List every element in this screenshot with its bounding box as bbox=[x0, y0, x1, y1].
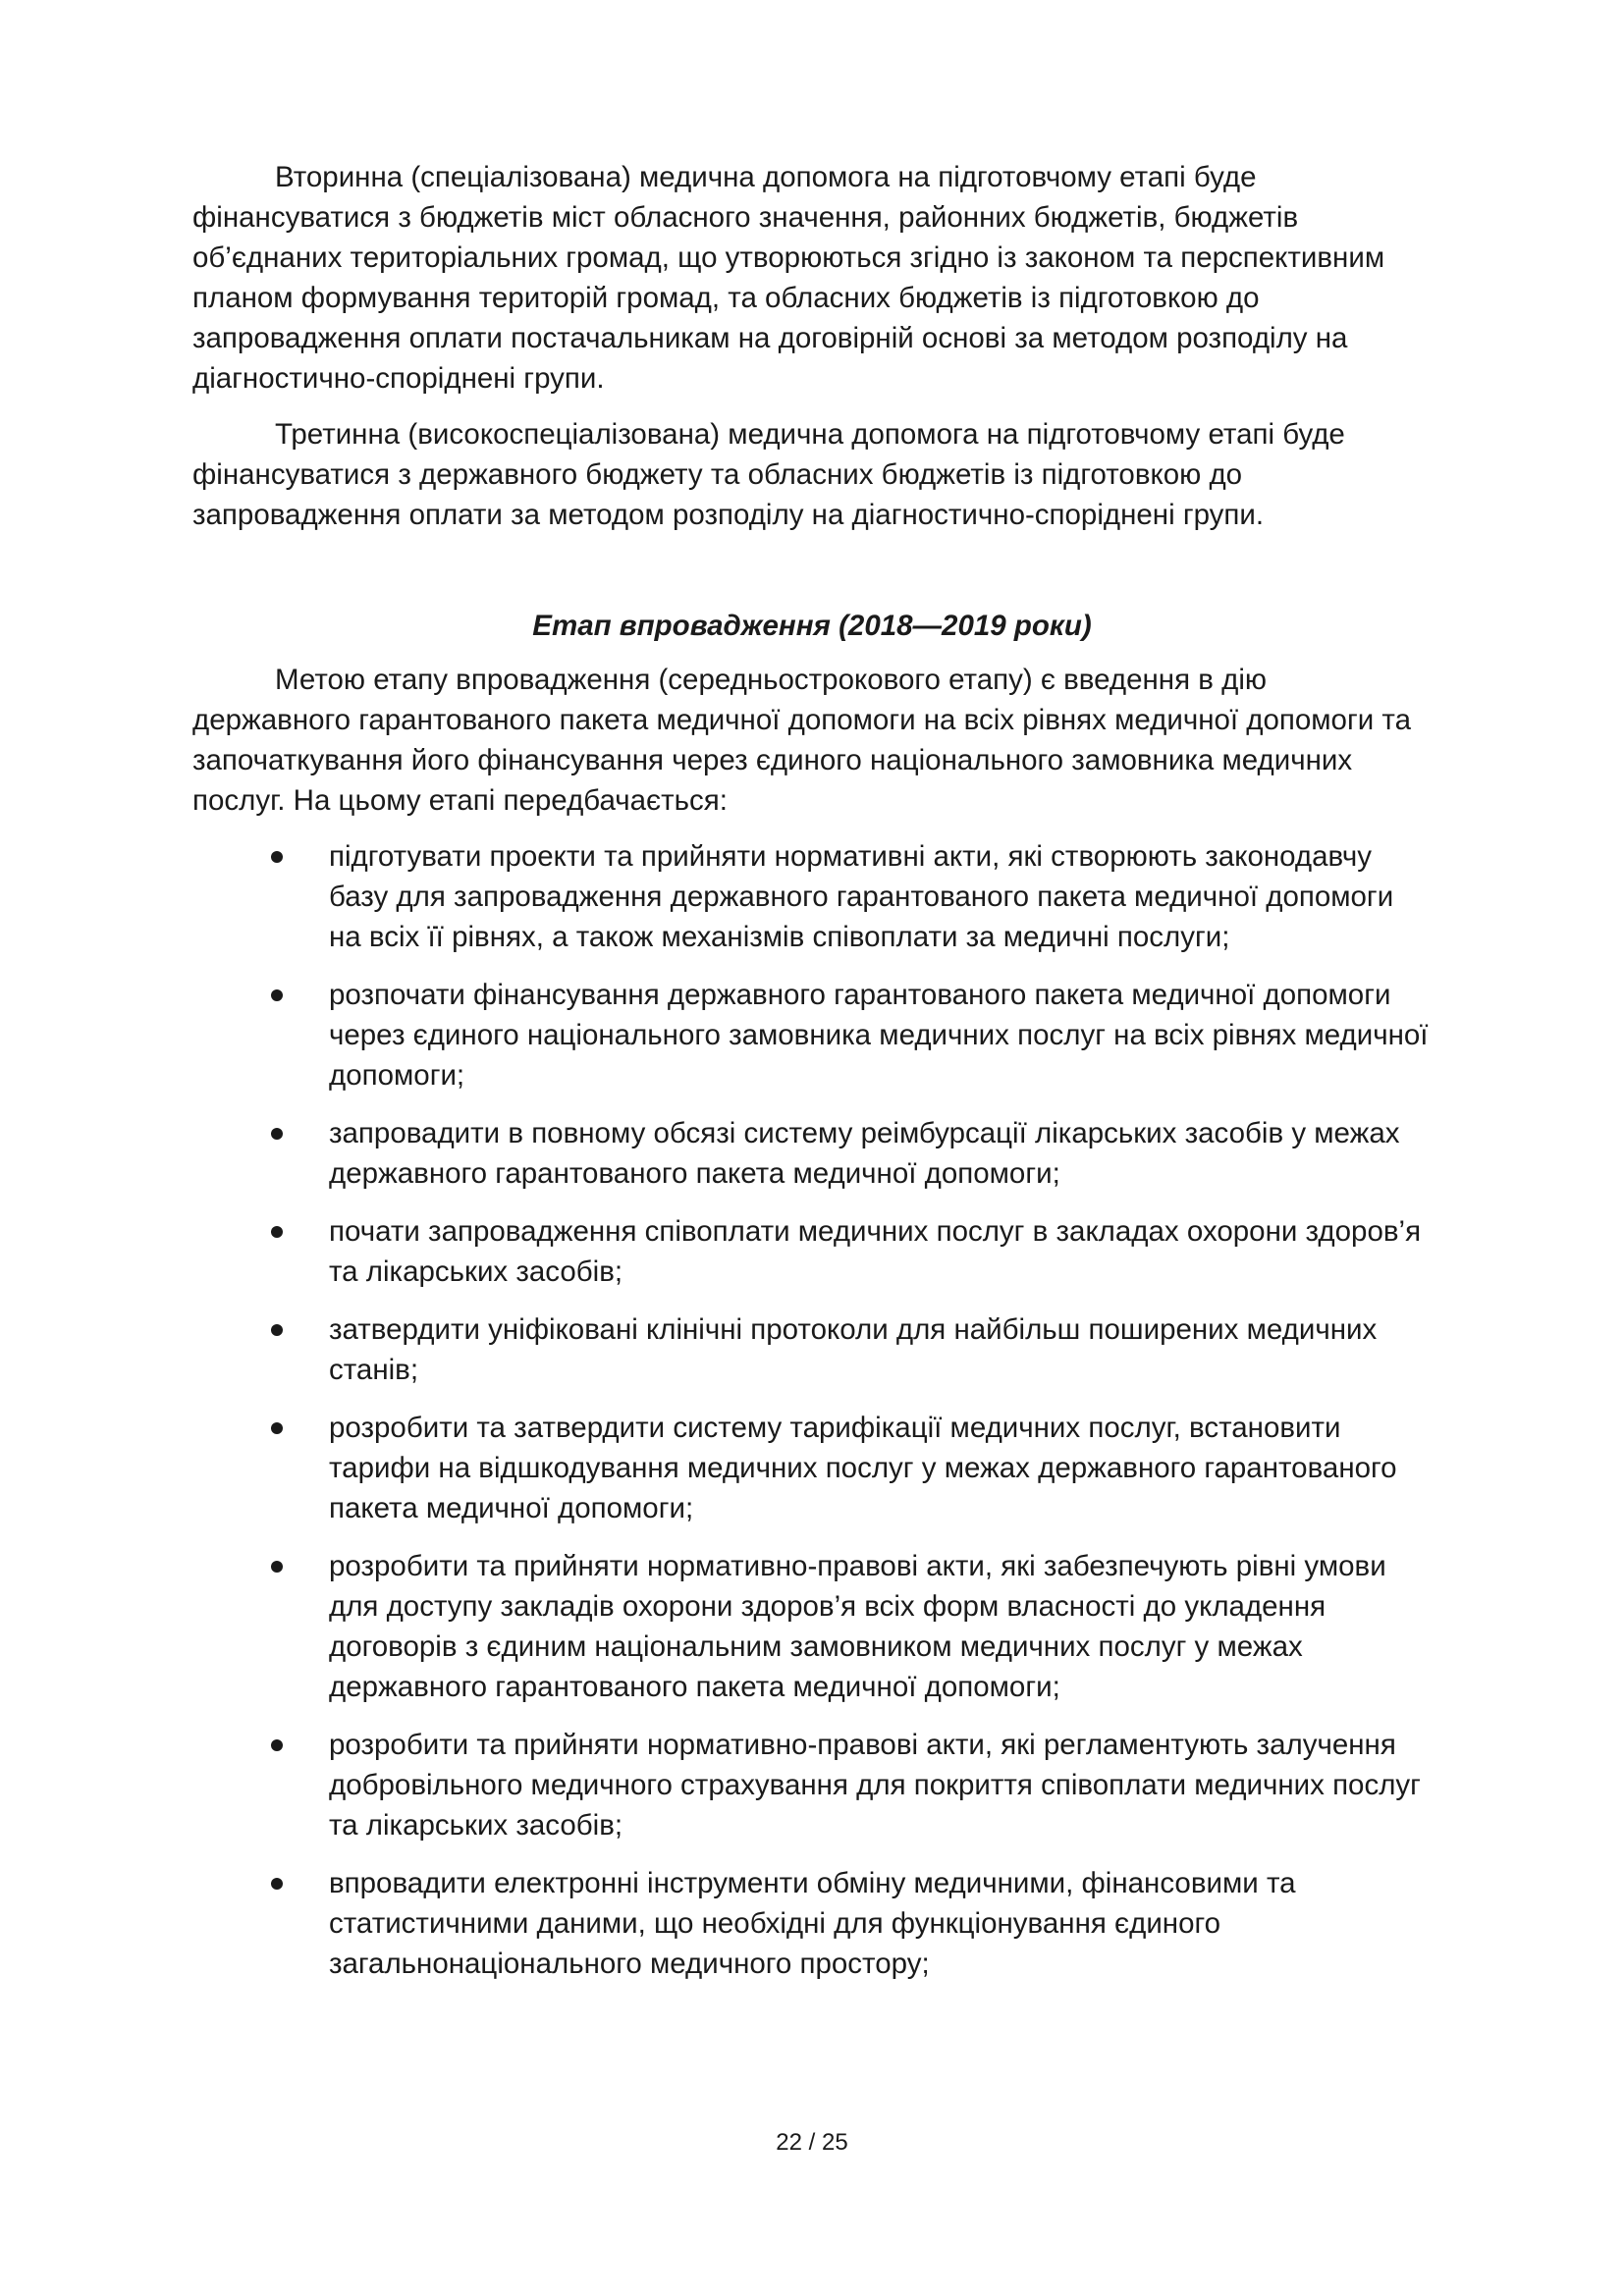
section-heading: Етап впровадження (2018—2019 роки) bbox=[532, 610, 1092, 642]
list-item bbox=[192, 1546, 1432, 1707]
list-item-text: підготувати проекти та прийняти нормативні акти, які створюють законодавчу базу для запровадження державного гарантованого пакета медичної допомоги на всіх її рівнях, а також механізмів співоплати за медичні послуги; bbox=[329, 840, 1394, 953]
list-item-text: впровадити електронні інструменти обміну медичними, фінансовими та статистичними даними, що необхідні для функціонування єдиного загальнонаціонального медичного простору; bbox=[329, 1867, 1296, 1980]
bullet-icon bbox=[271, 1739, 283, 1751]
list-item-text: затвердити уніфіковані клінічні протоколи для найбільш поширених медичних станів; bbox=[329, 1313, 1378, 1386]
paragraph-secondary-care: Вторинна (спеціалізована) медична допомога на підготовчому етапі буде фінансуватися з бюджетів міст обласного значення, районних бюджетів, бюджетів об’єднаних територіальних громад, що утворюються згідно із законом та перспективним планом формування територій громад, та обласних бюджетів із підготовкою до запровадження оплати постачальникам на договірній основі за методом розподілу на діагностично-споріднені групи. bbox=[192, 161, 1385, 395]
list-item bbox=[192, 1211, 1432, 1292]
list-item bbox=[192, 1408, 1432, 1528]
list-item-text: розробити та прийняти нормативно-правові акти, які регламентують залучення добровільного медичного страхування для покриття співоплати медичних послуг та лікарських засобів; bbox=[329, 1729, 1421, 1842]
list-item-text: розпочати фінансування державного гарантованого пакета медичної допомоги через єдиного національного замовника медичних послуг на всіх рівнях медичної допомоги; bbox=[329, 979, 1429, 1092]
list-item bbox=[192, 975, 1432, 1095]
bullet-icon bbox=[271, 1878, 283, 1890]
list-item bbox=[192, 1309, 1432, 1390]
bullet-icon bbox=[271, 851, 283, 863]
list-item bbox=[192, 1113, 1432, 1194]
list-item-text: почати запровадження співоплати медичних послуг в закладах охорони здоров’я та лікарських засобів; bbox=[329, 1215, 1422, 1288]
bullet-icon bbox=[271, 1226, 283, 1238]
bullet-icon bbox=[271, 1422, 283, 1434]
list-item-text: розробити та прийняти нормативно-правові акти, які забезпечують рівні умови для доступу закладів охорони здоров’я всіх форм власності до укладення договорів з єдиним національним замовником медичних послуг у межах державного гарантованого пакета медичної допомоги; bbox=[329, 1550, 1386, 1703]
list-item bbox=[192, 836, 1432, 957]
list-item-text: запровадити в повному обсязі систему реімбурсації лікарських засобів у межах державного гарантованого пакета медичної допомоги; bbox=[329, 1117, 1400, 1190]
list-item bbox=[192, 1863, 1432, 1984]
bullet-icon bbox=[271, 1561, 283, 1573]
list-item bbox=[192, 1725, 1432, 1845]
document-page bbox=[192, 157, 1432, 1984]
list-item-text: розробити та затвердити систему тарифікації медичних послуг, встановити тарифи на відшкодування медичних послуг у межах державного гарантованого пакета медичної допомоги; bbox=[329, 1412, 1397, 1524]
section-intro: Метою етапу впровадження (середньострокового етапу) є введення в дію державного гарантованого пакета медичної допомоги на всіх рівнях медичної допомоги та започаткування його фінансування через єдиного національного замовника медичних послуг. На цьому етапі передбачається: bbox=[192, 664, 1411, 817]
bullet-icon bbox=[271, 989, 283, 1001]
bullet-list bbox=[192, 836, 1432, 1984]
bullet-icon bbox=[271, 1324, 283, 1336]
page-number: 22 / 25 bbox=[776, 2129, 848, 2156]
paragraph-tertiary-care: Третинна (високоспеціалізована) медична допомога на підготовчому етапі буде фінансуватися з державного бюджету та обласних бюджетів із підготовкою до запровадження оплати за методом розподілу на діагностично-споріднені групи. bbox=[192, 418, 1345, 531]
bullet-icon bbox=[271, 1128, 283, 1140]
